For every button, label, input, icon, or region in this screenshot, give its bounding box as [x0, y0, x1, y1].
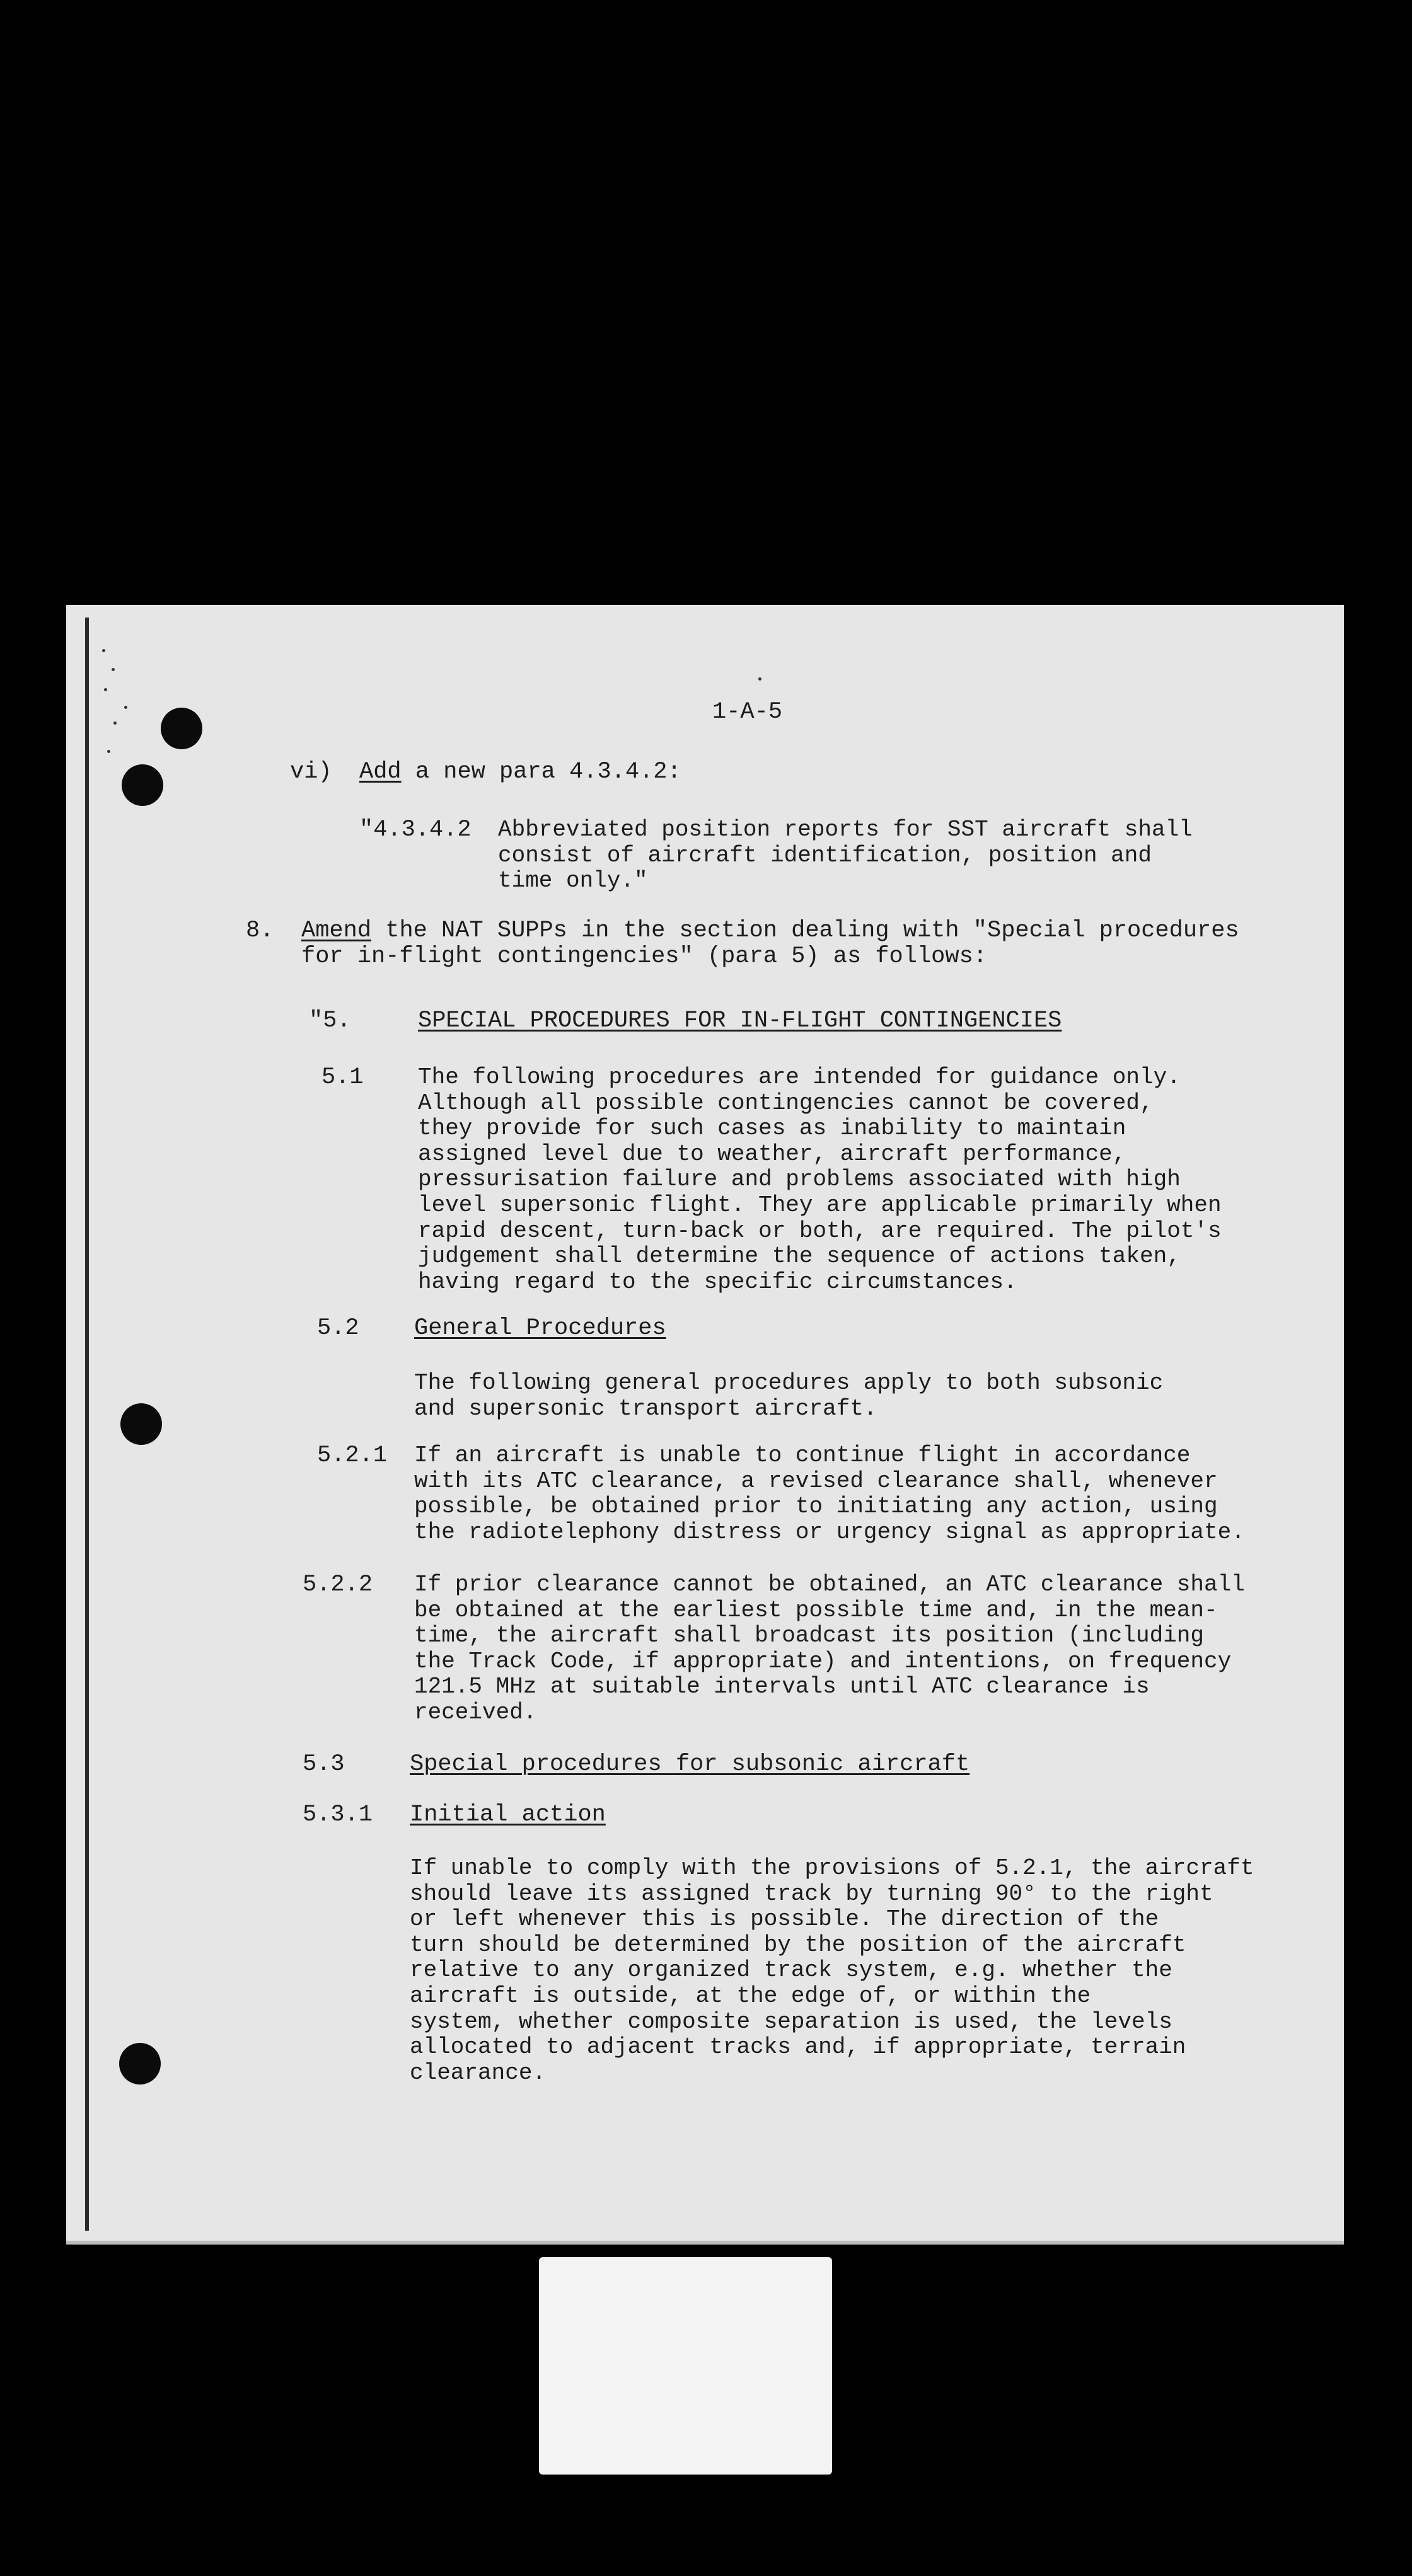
para-5-3-1-heading: Initial action	[410, 1802, 606, 1828]
speck	[107, 750, 110, 753]
para-5-3-number: 5.3	[303, 1751, 345, 1778]
page-number: 1-A-5	[712, 699, 783, 725]
item-vi-rest: a new para 4.3.4.2:	[401, 759, 681, 785]
section-5-heading: SPECIAL PROCEDURES FOR IN-FLIGHT CONTINGENCIES	[418, 1008, 1062, 1034]
speck	[124, 706, 127, 709]
para-5-2-text: The following general procedures apply to both subsonic and supersonic transport aircraft.	[414, 1370, 1164, 1422]
document-page	[66, 605, 1344, 2245]
item-vi-label: vi)	[290, 759, 332, 785]
item-8-line1: Amend the NAT SUPPs in the section dealing with "Special procedures	[301, 917, 1239, 944]
para-5-3-1-number: 5.3.1	[303, 1802, 373, 1828]
item-8-line2: for in-flight contingencies" (para 5) as follows:	[301, 943, 987, 970]
para-5-3-1-text: If unable to comply with the provisions of 5.2.1, the aircraft should leave its assigned track by turning 90° to the right or left whenever this is possible. The direction of the turn should be determined by the position of the aircraft relative to any organized track system, e.g. whether the aircraft is outside, at the edge of, or within the system, whether composite separation is used, the levels allocated to adjacent tracks and, if appropriate, terrain clearance.	[410, 1855, 1254, 2086]
speck	[104, 688, 107, 691]
amend-keyword: Amend	[301, 917, 372, 944]
para-5-1-text: The following procedures are intended for guidance only. Although all possible contingencies cannot be covered, they provide for such cases as inability to maintain assigned level due to weather, aircraft performance, pressurisation failure and problems associated with high level supersonic flight. They are applicable primarily when rapid descent, turn-back or both, are required. The pilot's judgement shall determine the sequence of actions taken, having regard to the specific circumstances.	[418, 1064, 1222, 1295]
para-5-2-2-text: If prior clearance cannot be obtained, an ATC clearance shall be obtained at the earliest possible time and, in the mean- time, the aircraft shall broadcast its position (including the Track Code, if appropriate) and intentions, on frequency 121.5 MHz at suitable intervals until ATC clearance is received.	[414, 1572, 1245, 1725]
section-5-number: "5.	[309, 1008, 351, 1034]
page-binding-edge	[85, 618, 89, 2231]
para-5-2-number: 5.2	[317, 1315, 359, 1342]
punch-hole	[122, 764, 163, 806]
para-5-2-1-text: If an aircraft is unable to continue flight in accordance with its ATC clearance, a revised clearance shall, whenever possible, be obtained prior to initiating any action, using the radiotelephony distress or urgency signal as appropriate.	[414, 1442, 1245, 1545]
item-8-label: 8.	[246, 917, 274, 944]
speck	[113, 722, 117, 725]
white-target-card	[539, 2257, 832, 2475]
item-vi-text	[359, 759, 681, 785]
punch-hole	[119, 2043, 161, 2084]
para-5-2-1-number: 5.2.1	[317, 1442, 388, 1469]
para-5-1-number: 5.1	[321, 1064, 364, 1091]
add-keyword: Add	[359, 759, 402, 785]
punch-hole	[120, 1403, 162, 1445]
punch-hole	[161, 708, 202, 749]
para-5-3-heading: Special procedures for subsonic aircraft	[410, 1751, 970, 1778]
quote-para-number: "4.3.4.2	[359, 817, 472, 843]
quote-para-text: Abbreviated position reports for SST aircraft shall consist of aircraft identification, position and time only."	[498, 817, 1193, 894]
para-5-2-2-number: 5.2.2	[303, 1572, 373, 1598]
para-5-2-heading: General Procedures	[414, 1315, 666, 1342]
speck	[102, 649, 105, 652]
speck	[112, 668, 115, 671]
speck	[758, 677, 761, 681]
